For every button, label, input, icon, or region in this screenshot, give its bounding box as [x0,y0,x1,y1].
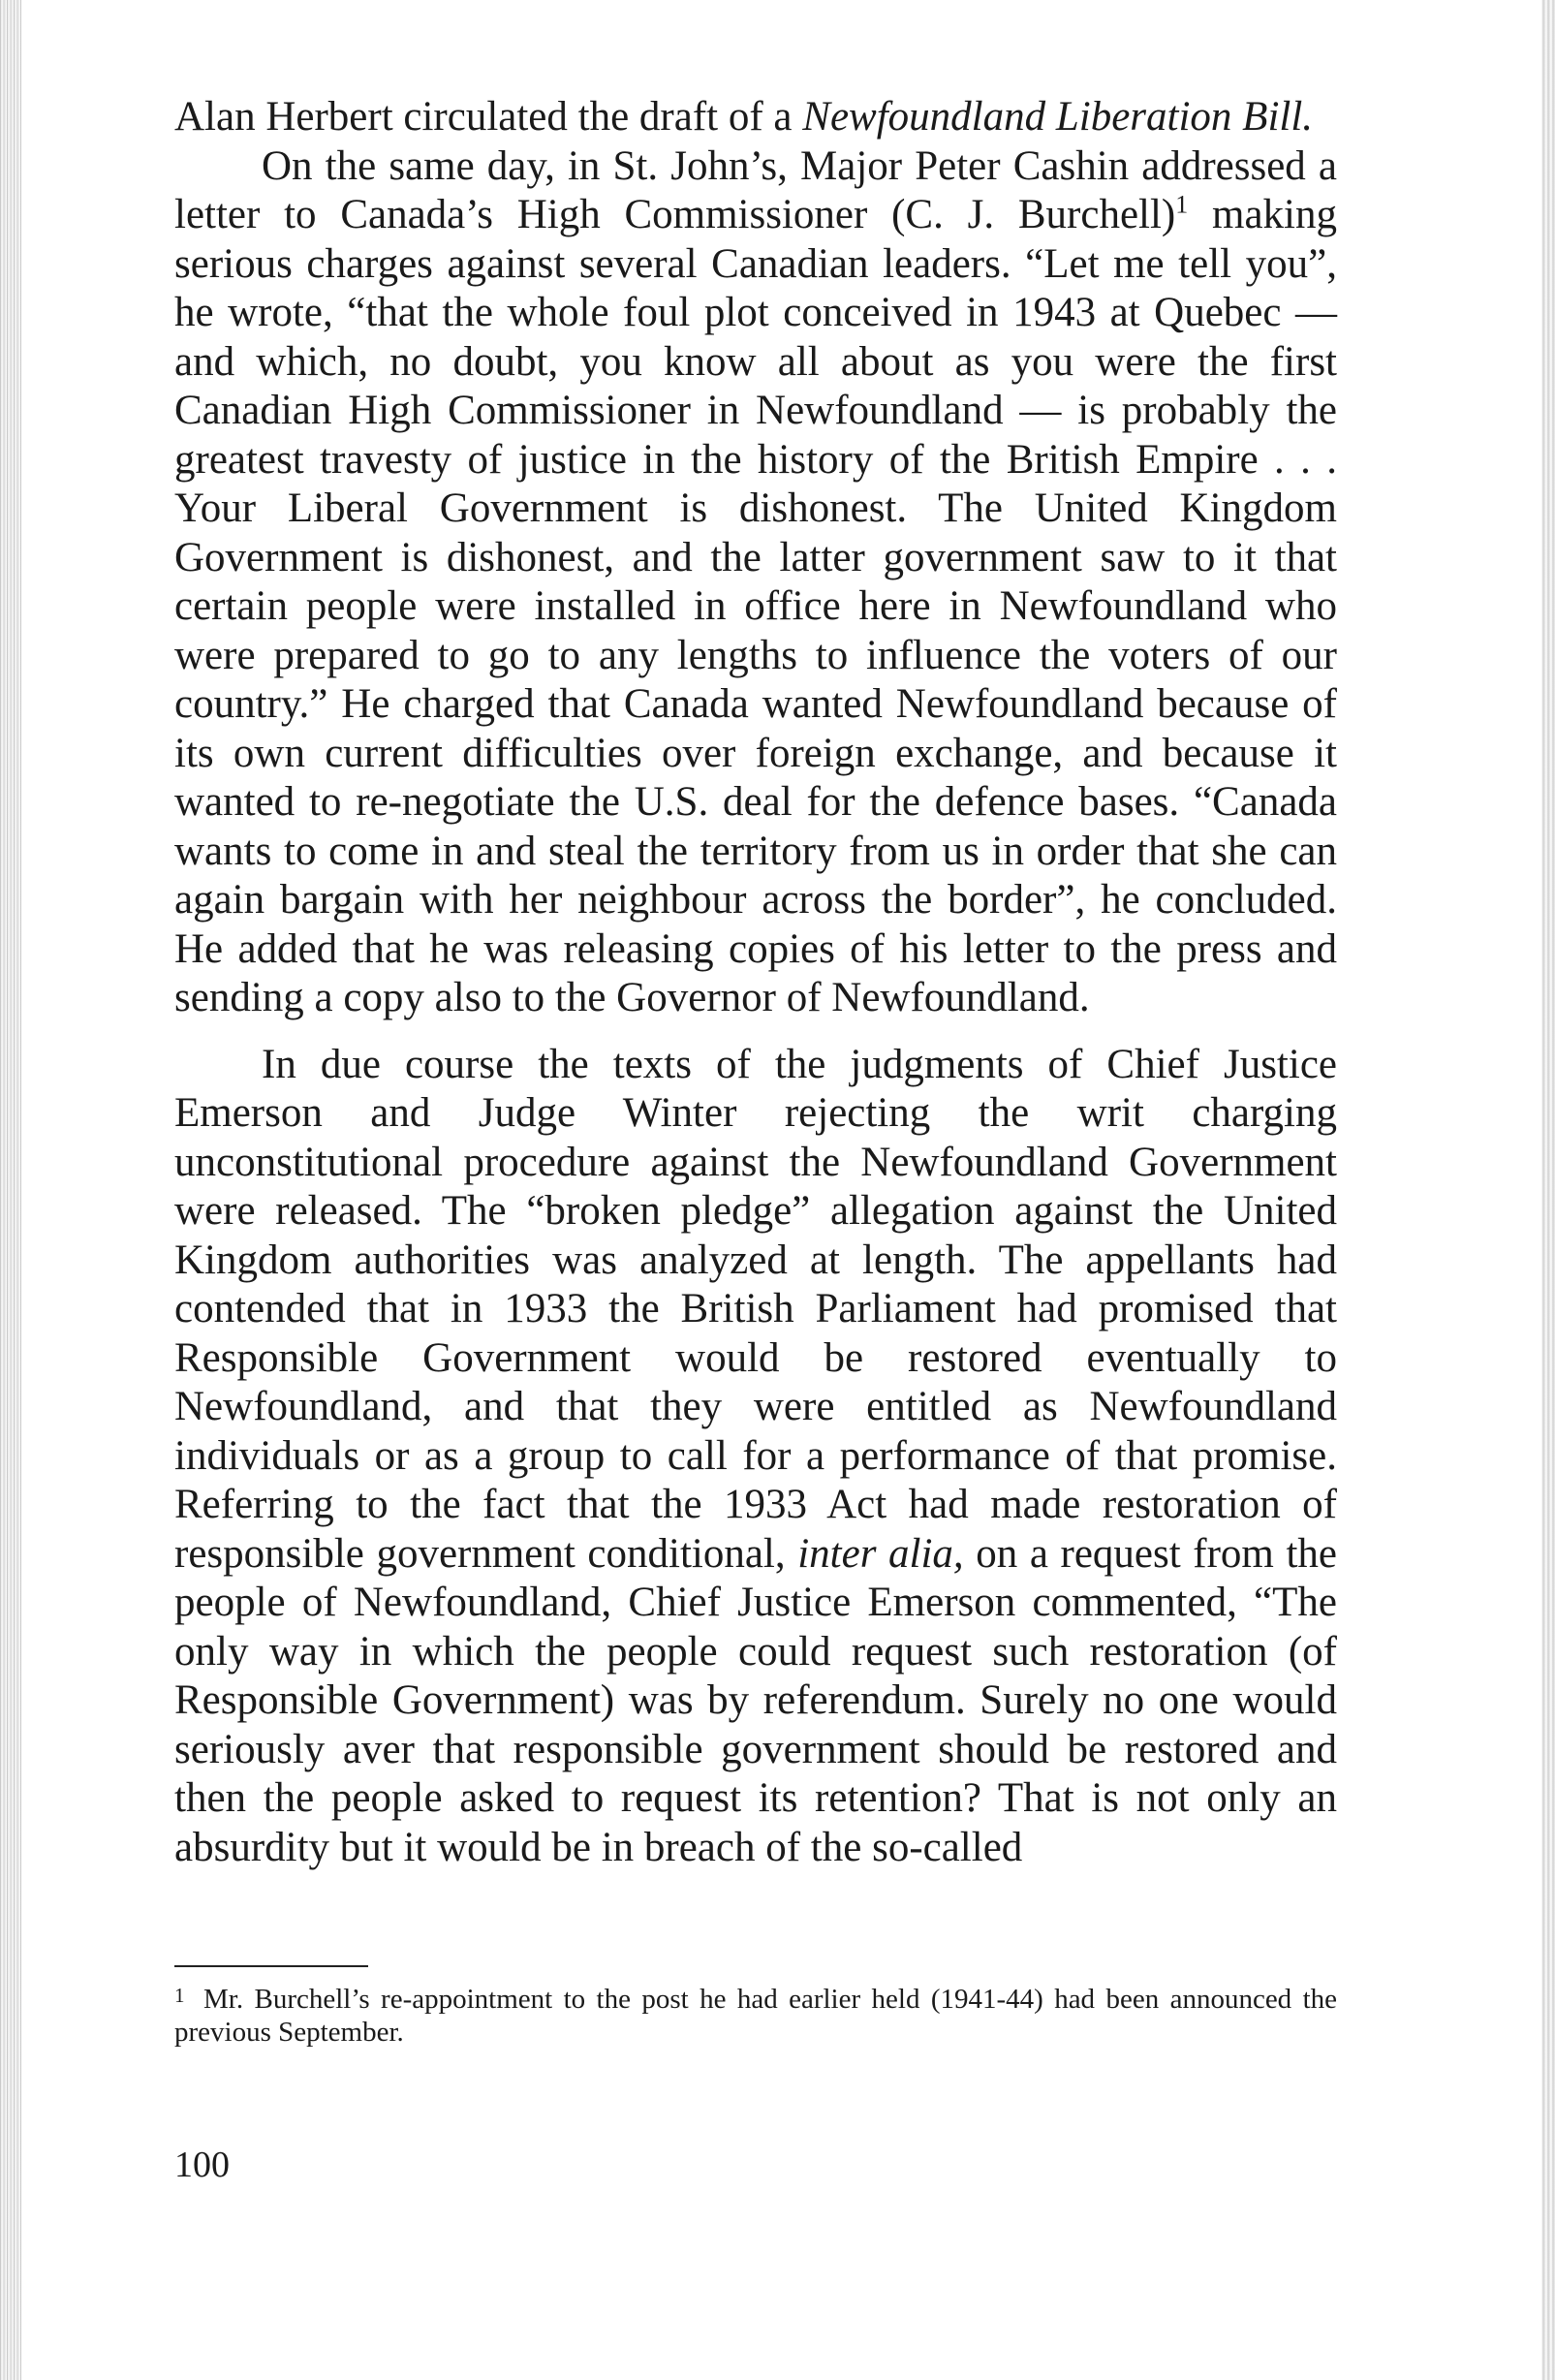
page-number: 100 [174,2145,230,2185]
scan-edge-right [1541,0,1555,2380]
paragraph-3 [174,1041,1337,1873]
footnote-reference: 1 [1175,190,1189,219]
latin-phrase: inter alia, [797,1530,964,1577]
footnote-mark: 1 [174,1984,185,2007]
body-text [174,93,1337,1872]
footnote-divider [174,1965,368,1967]
paragraph-3-after: on a request from the people of Newfoundland, Chief Justice Emerson commented, “The only way in which the people could request such restoration (of Responsible Government) was by referendum. Surely no one would seriously aver that responsible government should be restored and then the people asked to request its retention? That is not only an absurdity but it would be in breach of the so-called [174,1530,1337,1870]
paragraph-3-before: In due course the texts of the judgments of Chief Justice Emerson and Judge Winter rejecting the writ charging unconstitutional procedure against the Newfoundland Government were released. The “broken pledge” allegation against the United Kingdom authorities was analyzed at length. The appellants had contended that in 1933 the British Parliament had promised that Responsible Government would be restored eventually to Newfoundland, and that they were entitled as Newfoundland individuals or as a group to call for a performance of that promise. Referring to the fact that the 1933 Act had made restoration of responsible government conditional, [174,1041,1337,1577]
footnote [174,1979,1337,2049]
scan-edge-left [0,0,21,2380]
bill-title: Newfoundland Liberation Bill. [802,94,1314,140]
paragraph-1-text: Alan Herbert circulated the draft of a [174,94,803,140]
paragraph-2 [174,142,1337,1023]
paragraph-2-part1: On the same day, in St. John’s, Major Peter Cashin addressed a letter to Canada’s High Commissioner (C. J. Burchell) [174,142,1337,237]
footnote-text: Mr. Burchell’s re-appointment to the post he had earlier held (1941-44) had been announced the previous September. [174,1984,1337,2048]
paragraph-1 [174,93,1337,142]
paragraph-2-part2: making serious charges against several Canadian leaders. “Let me tell you”, he wrote, “that the whole foul plot conceived in 1943 at Quebec — and which, no doubt, you know all about as you were the first Canadian High Commissioner in Newfoundland — is probably the greatest travesty of justice in the history of the British Empire . . . Your Liberal Government is dishonest. The United Kingdom Government is dishonest, and the latter government saw to it that certain people were installed in office here in Newfoundland who were prepared to go to any lengths to influence the voters of our country.” He charged that Canada wanted Newfoundland because of its own current difficulties over foreign exchange, and because it wanted to re-negotiate the U.S. deal for the defence bases. “Canada wants to come in and steal the territory from us in order that she can again bargain with her neighbour across the border”, he concluded. He added that he was releasing copies of his letter to the press and sending a copy also to the Governor of Newfoundland. [174,192,1337,1020]
